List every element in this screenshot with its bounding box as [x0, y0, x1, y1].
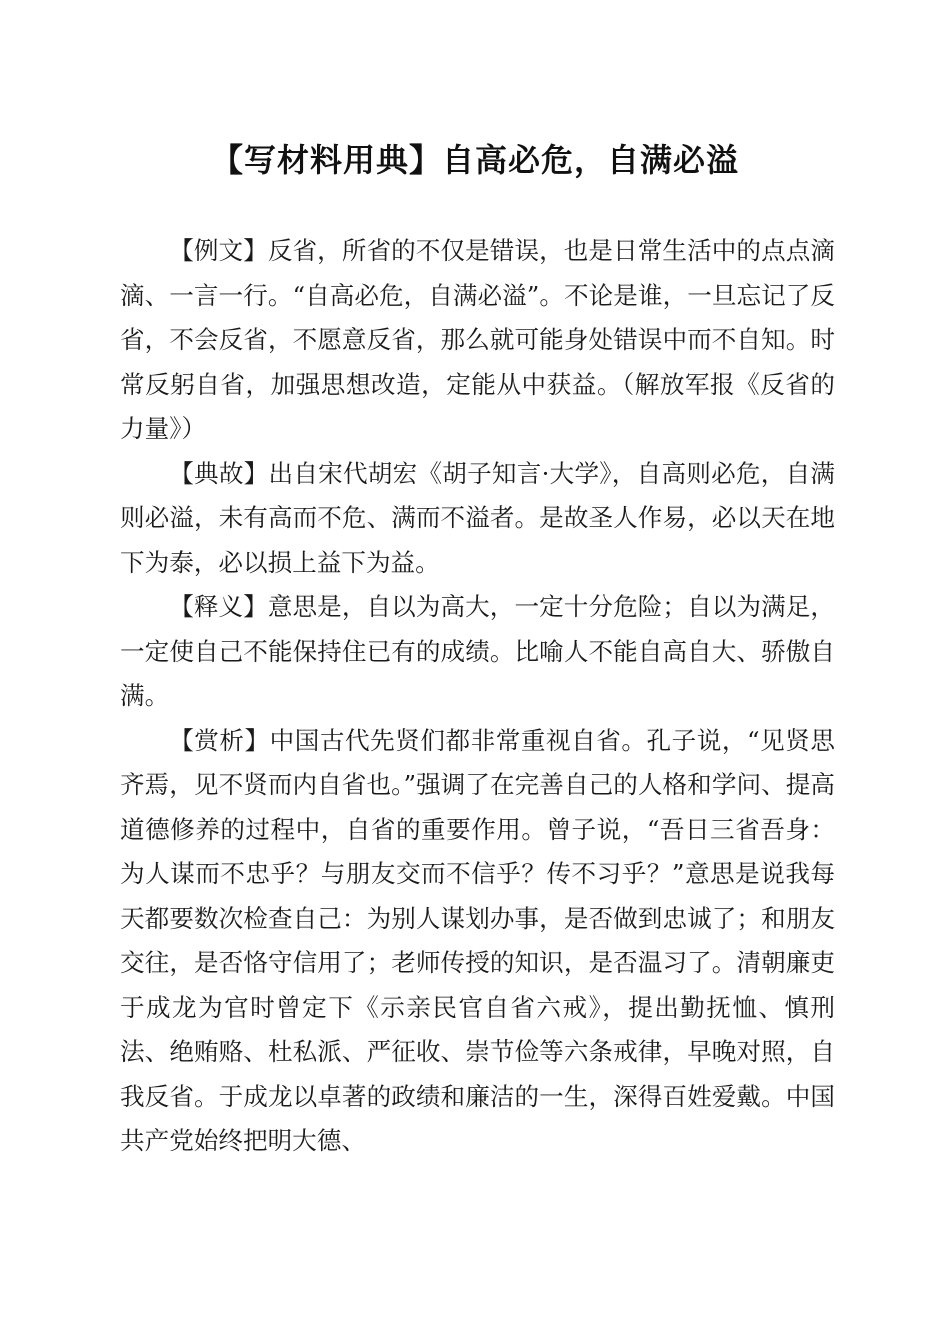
document-title: 【写材料用典】自高必危，自满必溢 — [210, 141, 739, 179]
paragraph-interpretation: 【释义】意思是，自以为高大，一定十分危险；自以为满足，一定使自己不能保持住已有的成绩。比喻人不能自高自大、骄傲自满。 — [120, 592, 835, 710]
paragraph-appreciation: 【赏析】中国古代先贤们都非常重视自省。孔子说，“见贤思齐焉，见不贤而内自省也。”强调了在完善自己的人格和学问、提高道德修养的过程中，自省的重要作用。曾子说，“吾日三省吾身：为人谋而不忠乎？与朋友交而不信乎？传不习乎？”意思是说我每天都要数次检查自己：为别人谋划办事，是否做到忠诚了；和朋友交往，是否恪守信用了；老师传授的知识，是否温习了。清朝廉吏于成龙为官时曾定下《示亲民官自省六戒》，提出勤抚恤、慎刑法、绝贿赂、杜私派、严征收、崇节俭等六条戒律，早晚对照，自我反省。于成龙以卓著的政绩和廉洁的一生，深得百姓爱戴。中国共产党始终把明大德、 — [120, 725, 835, 1155]
document-body — [120, 229, 835, 1164]
paragraph-example: 【例文】反省，所省的不仅是错误，也是日常生活中的点点滴滴、一言一行。“自高必危，自满必溢”。不论是谁，一旦忘记了反省，不会反省，不愿意反省，那么就可能身处错误中而不自知。时常反躬自省，加强思想改造，定能从中获益。（解放军报《反省的力量》） — [120, 236, 835, 443]
paragraph-allusion: 【典故】出自宋代胡宏《胡子知言·大学》，自高则必危，自满则必溢，未有高而不危、满而不溢者。是故圣人作易，必以天在地下为泰，必以损上益下为益。 — [120, 458, 835, 577]
